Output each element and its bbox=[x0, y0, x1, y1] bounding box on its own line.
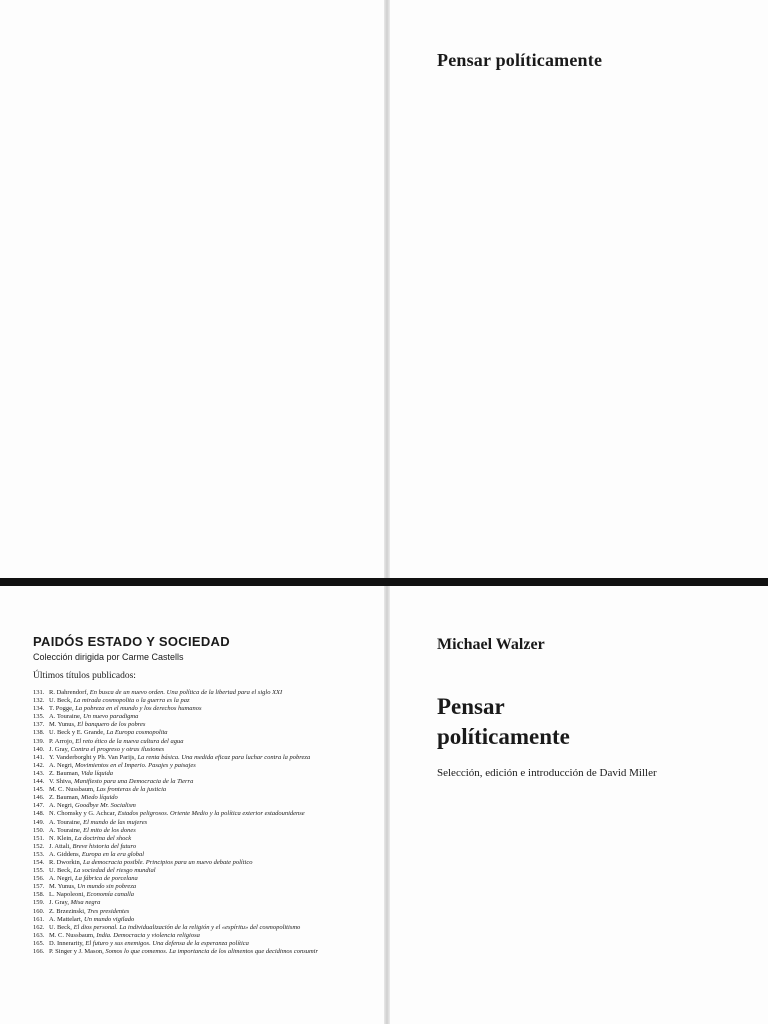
book-list-item bbox=[33, 883, 353, 891]
book-list-item bbox=[33, 899, 353, 907]
book-number: 145. bbox=[33, 786, 45, 794]
book-list-item bbox=[33, 738, 353, 746]
book-entry bbox=[49, 875, 353, 883]
list-heading: Últimos títulos publicados: bbox=[33, 671, 136, 681]
book-list-item bbox=[33, 859, 353, 867]
book-entry bbox=[49, 770, 353, 778]
title-page bbox=[390, 586, 768, 1024]
book-title: La pobreza en el mundo y los derechos humanos bbox=[75, 705, 202, 713]
book-title: Vida líquida bbox=[81, 769, 113, 777]
book-entry bbox=[49, 908, 353, 916]
book-title: La sociedad del riesgo mundial bbox=[73, 867, 156, 875]
book-author: M. C. Nussbaum, bbox=[49, 931, 95, 939]
book-author: D. Innerarity, bbox=[49, 939, 84, 947]
book-list-item bbox=[33, 770, 353, 778]
book-title: En busca de un nuevo orden. Una política de la libertad para el siglo XXI bbox=[89, 689, 283, 696]
book-list-item bbox=[33, 835, 353, 843]
book-entry bbox=[49, 754, 353, 762]
book-subtitle: Selección, edición e introducción de David Miller bbox=[437, 767, 657, 779]
book-number: 134. bbox=[33, 705, 45, 713]
book-author: V. Shiva, bbox=[49, 778, 73, 786]
book-author: J. Gray, bbox=[49, 745, 69, 753]
book-list-item bbox=[33, 810, 353, 818]
book-author: A. Touraine, bbox=[49, 818, 82, 826]
book-entry bbox=[49, 859, 353, 867]
book-number: 140. bbox=[33, 745, 45, 753]
book-title: El banquero de los pobres bbox=[77, 721, 146, 729]
book-title: La democracia posible. Principios para un nuevo debate político bbox=[82, 858, 253, 866]
book-number: 161. bbox=[33, 915, 45, 923]
book-entry bbox=[49, 705, 353, 713]
book-list-item bbox=[33, 932, 353, 940]
book-entry bbox=[49, 697, 353, 705]
book-number: 165. bbox=[33, 939, 45, 947]
book-author: R. Dworkin, bbox=[49, 858, 82, 866]
book-list-item bbox=[33, 843, 353, 851]
author-name: Michael Walzer bbox=[437, 636, 545, 653]
book-title: La doctrina del shock bbox=[74, 834, 132, 842]
book-number: 163. bbox=[33, 931, 45, 939]
book-title: Tres presidentes bbox=[87, 907, 130, 915]
half-title-page bbox=[390, 0, 768, 578]
book-entry bbox=[49, 738, 353, 746]
book-entry bbox=[49, 851, 353, 859]
book-title: Economía canalla bbox=[86, 891, 135, 899]
blank-left-page bbox=[0, 0, 384, 578]
book-number: 150. bbox=[33, 826, 45, 834]
book-number: 131. bbox=[33, 689, 45, 696]
book-author: Y. Vanderborght y Ph. Van Parijs, bbox=[49, 753, 136, 761]
book-entry bbox=[49, 883, 353, 891]
book-entry bbox=[49, 786, 353, 794]
book-title: Miedo líquido bbox=[81, 794, 118, 802]
scan-divider bbox=[0, 578, 768, 586]
book-number: 160. bbox=[33, 907, 45, 915]
book-list-item bbox=[33, 802, 353, 810]
bottom-book-spread bbox=[0, 586, 768, 1024]
book-entry bbox=[49, 762, 353, 770]
book-entry bbox=[49, 899, 353, 907]
half-title: Pensar políticamente bbox=[437, 50, 603, 70]
book-author: A. Touraine, bbox=[49, 826, 82, 834]
book-list-item bbox=[33, 689, 353, 697]
book-number: 146. bbox=[33, 794, 45, 802]
book-list-item bbox=[33, 948, 353, 956]
book-entry bbox=[49, 835, 353, 843]
book-author: A. Negri, bbox=[49, 761, 74, 769]
series-page bbox=[0, 586, 384, 1024]
book-entry bbox=[49, 810, 353, 818]
book-list-item bbox=[33, 762, 353, 770]
book-number: 155. bbox=[33, 867, 45, 875]
book-title: El reto ético de la nueva cultura del agua bbox=[75, 737, 184, 745]
book-author: M. Yunus, bbox=[49, 883, 76, 891]
book-title: El mito de los dones bbox=[83, 826, 136, 834]
book-list-item bbox=[33, 908, 353, 916]
book-entry bbox=[49, 867, 353, 875]
book-author: A. Negri, bbox=[49, 802, 74, 810]
book-title: La renta básica. Una medida eficaz para luchar contra la pobreza bbox=[137, 753, 311, 761]
book-entry bbox=[49, 794, 353, 802]
book-number: 141. bbox=[33, 753, 45, 761]
book-list-item bbox=[33, 778, 353, 786]
book-number: 159. bbox=[33, 899, 45, 907]
book-title: Manifiesto para una Democracia de la Tierra bbox=[74, 778, 194, 786]
book-author: M. Yunus, bbox=[49, 721, 76, 729]
book-author: N. Klein, bbox=[49, 834, 74, 842]
book-number: 142. bbox=[33, 761, 45, 769]
book-list-item bbox=[33, 697, 353, 705]
book-number: 148. bbox=[33, 810, 45, 818]
book-author: P. Singer y J. Mason, bbox=[49, 948, 104, 955]
book-list-item bbox=[33, 891, 353, 899]
book-title: India. Democracia y violencia religiosa bbox=[96, 931, 200, 939]
book-list-item bbox=[33, 786, 353, 794]
series-title: PAIDÓS ESTADO Y SOCIEDAD bbox=[33, 634, 230, 649]
book-entry bbox=[49, 713, 353, 721]
book-author: Z. Bauman, bbox=[49, 794, 80, 802]
book-number: 151. bbox=[33, 834, 45, 842]
book-author: U. Beck y E. Grande, bbox=[49, 729, 105, 737]
book-entry bbox=[49, 721, 353, 729]
book-entry bbox=[49, 891, 353, 899]
book-author: A. Touraine, bbox=[49, 713, 82, 721]
book-entry bbox=[49, 827, 353, 835]
book-author: A. Mattelart, bbox=[49, 915, 83, 923]
book-title-line: Pensar bbox=[437, 694, 505, 719]
book-entry bbox=[49, 778, 353, 786]
book-list-item bbox=[33, 819, 353, 827]
book-list-item bbox=[33, 916, 353, 924]
book-number: 147. bbox=[33, 802, 45, 810]
book-title: Goodbye Mr. Socialism bbox=[75, 802, 136, 810]
book-list-item bbox=[33, 794, 353, 802]
series-director: Colección dirigida por Carme Castells bbox=[33, 652, 184, 662]
book-number: 135. bbox=[33, 713, 45, 721]
book-list-item bbox=[33, 851, 353, 859]
book-entry bbox=[49, 843, 353, 851]
book-title bbox=[437, 692, 570, 752]
book-list-item bbox=[33, 713, 353, 721]
book-author: L. Napoleoni, bbox=[49, 891, 85, 899]
book-entry bbox=[49, 948, 353, 956]
book-title: Un mundo vigilado bbox=[84, 915, 135, 923]
book-entry bbox=[49, 729, 353, 737]
book-author: T. Pogge, bbox=[49, 705, 74, 713]
book-entry bbox=[49, 802, 353, 810]
book-number: 137. bbox=[33, 721, 45, 729]
book-author: A. Negri, bbox=[49, 875, 74, 883]
book-author: A. Giddens, bbox=[49, 850, 81, 858]
book-entry bbox=[49, 819, 353, 827]
book-title: Misa negra bbox=[70, 899, 101, 907]
book-number: 166. bbox=[33, 948, 45, 955]
book-title: Somos lo que comemos. La importancia de los alimentos que decidimos consumir bbox=[105, 948, 319, 955]
book-author: J. Attali, bbox=[49, 842, 71, 850]
book-author: U. Beck, bbox=[49, 923, 72, 931]
book-number: 149. bbox=[33, 818, 45, 826]
book-title: El mundo de las mujeres bbox=[83, 818, 148, 826]
book-number: 152. bbox=[33, 842, 45, 850]
book-title: Un nuevo paradigma bbox=[83, 713, 139, 721]
book-number: 138. bbox=[33, 729, 45, 737]
book-title: Europa en la era global bbox=[81, 850, 145, 858]
book-entry bbox=[49, 746, 353, 754]
book-title: El dios personal. La individualización de la religión y el «espíritu» del cosmopolitismo bbox=[73, 923, 301, 931]
book-title-line: políticamente bbox=[437, 724, 570, 749]
book-number: 154. bbox=[33, 858, 45, 866]
book-title: Contra el progreso y otras ilusiones bbox=[70, 745, 165, 753]
book-list-item bbox=[33, 940, 353, 948]
book-author: P. Arrojo, bbox=[49, 737, 74, 745]
book-title: La Europa cosmopolita bbox=[106, 729, 168, 737]
book-number: 143. bbox=[33, 769, 45, 777]
book-list-item bbox=[33, 827, 353, 835]
book-list-item bbox=[33, 721, 353, 729]
book-author: N. Chomsky y G. Achcar, bbox=[49, 810, 117, 818]
book-author: J. Gray, bbox=[49, 899, 69, 907]
book-list-item bbox=[33, 875, 353, 883]
book-entry bbox=[49, 916, 353, 924]
book-entry bbox=[49, 932, 353, 940]
book-number: 153. bbox=[33, 850, 45, 858]
book-list-item bbox=[33, 705, 353, 713]
book-author: Z. Bauman, bbox=[49, 769, 80, 777]
book-number: 157. bbox=[33, 883, 45, 891]
book-entry bbox=[49, 940, 353, 948]
book-list-item bbox=[33, 729, 353, 737]
book-number: 156. bbox=[33, 875, 45, 883]
book-title: Las fronteras de la justicia bbox=[96, 786, 167, 794]
book-author: U. Beck, bbox=[49, 867, 72, 875]
book-list-item bbox=[33, 867, 353, 875]
book-list-item bbox=[33, 924, 353, 932]
book-number: 132. bbox=[33, 697, 45, 705]
book-author: R. Dahrendorf, bbox=[49, 689, 89, 696]
book-author: Z. Brzezinski, bbox=[49, 907, 86, 915]
book-title: La mirada cosmopolita o la guerra es la paz bbox=[73, 697, 190, 705]
book-title: Estados peligrosos. Oriente Medio y la política exterior estadounidense bbox=[117, 810, 305, 818]
book-title: Breve historia del futuro bbox=[72, 842, 137, 850]
book-number: 162. bbox=[33, 923, 45, 931]
book-author: M. C. Nussbaum, bbox=[49, 786, 95, 794]
book-entry bbox=[49, 924, 353, 932]
book-number: 144. bbox=[33, 778, 45, 786]
book-list-item bbox=[33, 746, 353, 754]
book-title: Un mundo sin pobreza bbox=[77, 883, 137, 891]
book-title: El futuro y sus enemigos. Una defensa de la esperanza política bbox=[85, 939, 249, 947]
book-entry bbox=[49, 689, 353, 697]
book-author: U. Beck, bbox=[49, 697, 72, 705]
book-title: La fábrica de porcelana bbox=[75, 875, 138, 883]
book-number: 139. bbox=[33, 737, 45, 745]
book-title: Movimientos en el Imperio. Pasajes y paisajes bbox=[75, 761, 196, 769]
book-number: 158. bbox=[33, 891, 45, 899]
published-titles-list bbox=[33, 689, 353, 956]
book-list-item bbox=[33, 754, 353, 762]
